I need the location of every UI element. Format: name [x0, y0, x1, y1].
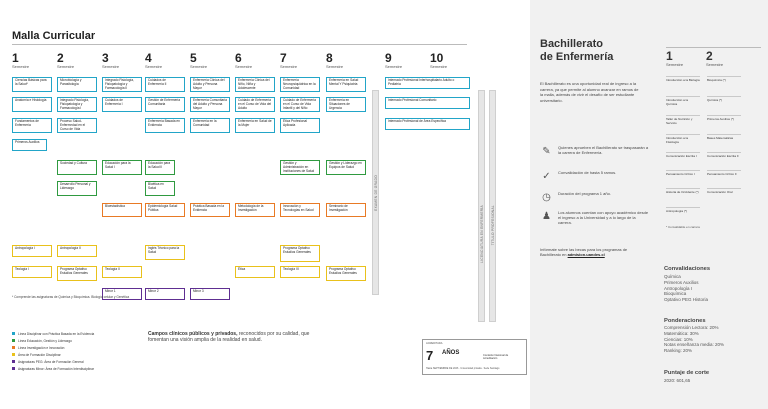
bach-course: Bioquímica (*) — [707, 76, 741, 83]
course-box: Ética Profesional Aplicada — [280, 118, 320, 133]
bach-course: Primeros Auxilios (*) — [707, 115, 741, 122]
course-box: Programa Optativo Estudios Generales — [326, 266, 366, 281]
legend-swatch — [12, 360, 15, 363]
semester-2-header: 2 Semestre — [57, 51, 75, 69]
course-box: Cuidado de Enfermería en el Curso de Vida del Adulto — [235, 97, 275, 112]
bachillerato-semester-1: 1 Semestre — [666, 49, 684, 67]
convalidaciones-list: Química Primeros Auxilios Antropología I Bioquímica Optativo PEG Historia — [664, 274, 709, 303]
checklist-icon: ✓ — [542, 171, 551, 182]
course-box: Minor 3 — [190, 288, 230, 300]
legend-item: Línea Disciplinar con Práctica Basada en la Evidencia — [12, 330, 94, 337]
course-box: Gestión y Administración en Instituciones de Salud — [280, 160, 320, 175]
bach-course: Comunicación Oral — [707, 188, 741, 195]
semester-7-header: 7 Semestre — [280, 51, 298, 69]
course-box: Enfermería en Salud Mental Y Psiquiatría — [326, 77, 366, 92]
course-box: Enfermería Basada en Evidencia — [145, 118, 185, 133]
course-box: Ciencias Básicas para la Salud* — [12, 77, 52, 92]
legend-item: Asignaturas Minor: Área de Formación Interdisciplinar — [12, 365, 94, 372]
bach-course: Introducción a la Química — [666, 96, 700, 106]
titulo-label: TÍTULO PROFESIONAL — [491, 205, 495, 246]
course-box: Gestión de Enfermería Comunitaria — [145, 97, 185, 112]
ponderaciones-title: Ponderaciones — [664, 318, 706, 324]
course-box: Programa Optativo Estudios Generales — [280, 245, 320, 262]
course-box: Proceso Salud-Enfermedad en el Curso de Vida — [57, 118, 97, 133]
course-box: Enfermería en Salud de la Mujer — [235, 118, 275, 133]
accreditation-seal: ACREDITADA 7 AÑOS Comisión Nacional de Acreditación Hasta SEPTIEMBRE DE 2026 · Universidad privada · Sede Santiago — [422, 339, 527, 375]
bach-course: Taller de Nutrición y Servicio — [666, 115, 700, 125]
bach-course: Comunicación Escrita II — [707, 152, 741, 159]
course-box: Internado Profesional de Área Específica — [385, 118, 470, 130]
course-box: Enfermería en la Comunidad — [190, 118, 230, 133]
campus-text: Campos clínicos públicos y privados, reconocidos por su calidad, que fomentan una visión amplia de la realidad en salud. — [148, 331, 310, 343]
course-box: Antropología II — [57, 245, 97, 257]
bachillerato-divider — [666, 47, 761, 48]
course-box: Enfermería Comunitaria del Adulto y Persona Mayor — [190, 97, 230, 112]
semester-9-header: 9 Semestre — [385, 51, 403, 69]
clock-icon: ◷ — [542, 192, 551, 203]
course-box: Metodología de la Investigación — [235, 203, 275, 217]
course-box: Epidemiología Salud Pública — [145, 203, 185, 217]
exam-label: EXAMEN DE GRADO — [374, 175, 378, 211]
bach-course: Bases Matemáticas — [707, 134, 741, 141]
course-box: Minor 2 — [145, 288, 185, 300]
course-box: Ética — [235, 266, 275, 278]
ponderaciones-list: Comprensión Lectora: 20% Matemática: 30% Ciencias: 10% Notas enseñanza media: 20% Ranking: 20% — [664, 325, 725, 354]
semester-8-header: 8 Semestre — [326, 51, 344, 69]
curriculum-title: Malla Curricular — [12, 30, 96, 42]
semester-3-header: 3 Semestre — [102, 51, 120, 69]
course-box: Primeros Auxilios — [12, 139, 47, 151]
course-box: Práctica Basada en la Evidencia — [190, 203, 230, 217]
course-box: Innovación y Tecnologías en Salud — [280, 203, 320, 217]
convalidaciones-title: Convalidaciones — [664, 266, 711, 272]
bachillerato-title: Bachillerato de Enfermería — [540, 38, 614, 63]
course-box: Inglés Técnico para la Salud — [145, 245, 185, 260]
course-box: Desarrollo Personal y Liderazgo — [57, 181, 97, 196]
bach-course: Historia de Occidente (*) — [666, 190, 699, 194]
semester-10-header: 10 Semestre — [430, 51, 448, 69]
document-icon: ✎ — [542, 146, 551, 157]
legend-item: Área de Formación Disciplinar — [12, 351, 94, 358]
bach-course: Química (*) — [707, 96, 741, 103]
course-box: Enfermería Clínica del Adulto y Persona Mayor — [190, 77, 230, 92]
course-box: Sociedad y Cultura — [57, 160, 97, 175]
legend — [12, 330, 94, 372]
footnote: * Comprende las asignaturas de Química y Bioquímica. Biología celular y Genética — [12, 295, 130, 299]
people-icon: ♟ — [542, 211, 551, 222]
legend-swatch — [12, 346, 15, 349]
course-box: Educación para la Salud II — [145, 160, 175, 175]
course-box: Cuidados de Enfermería I — [102, 97, 142, 112]
legend-item: Línea Educación, Gestión y Liderazgo — [12, 337, 94, 344]
semester-6-header: 6 Semestre — [235, 51, 253, 69]
bach-course: Comunicación Escrita I — [666, 152, 700, 159]
course-box: Seminario de Investigación — [326, 203, 366, 217]
course-box: Enfermería Neuropsiquiátrica en la Comunidad — [280, 77, 320, 92]
cut-score-value: 2020: 601,65 — [664, 378, 691, 383]
scholarship-info: Infórmate sobre las becas para los programas de Bachillerato en admision.uandes.cl — [540, 247, 628, 257]
bach-course: Introducción a la Fisiología — [666, 134, 700, 144]
course-box: Enfermería Clínica del Niño, Niña y Adolescente — [235, 77, 275, 92]
legend-swatch — [12, 353, 15, 356]
cut-score-title: Puntaje de corte — [664, 370, 710, 376]
header-divider — [12, 44, 467, 45]
bach-course: Pensamiento Crítico II — [707, 170, 741, 177]
benefit-item: ✎ Quienes aprueben el Bachillerato se traspasarán a la carrera de Enfermería. — [540, 145, 650, 158]
course-box: Microbiología y Parasitología — [57, 77, 97, 92]
course-box: Fundamentos de Enfermería — [12, 118, 52, 133]
cna-logo: Comisión Nacional de Acreditación — [483, 354, 509, 360]
bach-footnote: * Convalidable en carrera — [666, 225, 700, 229]
bach-course: Antropología (*) — [666, 207, 700, 214]
benefit-item: ✓ Convalidación de hasta 5 ramos. — [540, 170, 650, 183]
bachillerato-semester-2: 2 Semestre — [706, 49, 724, 67]
legend-item: Línea Investigación e Innovación — [12, 344, 94, 351]
legend-swatch — [12, 332, 15, 335]
semester-4-header: 4 Semestre — [145, 51, 163, 69]
course-box: Teología III — [280, 266, 320, 278]
course-box: Integrado Fisiología, Fisiopatología y Farmacología II — [102, 77, 142, 92]
course-box: Anatomía e Histología — [12, 97, 52, 112]
course-box: Bioestadística — [102, 203, 142, 217]
course-box: Internado Profesional Interhospitalario Adulto o Pediatría — [385, 77, 470, 89]
course-box: Internado Profesional Comunitario — [385, 97, 470, 109]
benefit-item: ◷ Duración del programa 1 año. — [540, 191, 650, 204]
legend-item: Asignaturas PEG: Área de Formación General — [12, 358, 94, 365]
course-box: Teología II — [102, 266, 142, 278]
bachillerato-description: El Bachillerato es una oportunidad real de ingreso a la carrera, ya que permite al alumno avanzar en ramos de la malla, además de vivir el desafío de ser estudiante universitario. — [540, 81, 639, 103]
legend-swatch — [12, 367, 15, 370]
semester-1-header: 1 Semestre — [12, 51, 30, 69]
admission-link[interactable]: admision.uandes.cl — [567, 252, 605, 257]
course-box: Gestión y Liderazgo en Equipos de Salud — [326, 160, 366, 175]
course-box: Bioética en Salud — [145, 181, 175, 196]
bach-course: Introducción a la Biología — [666, 78, 700, 82]
benefit-item: ♟ Los alumnos cuentan con apoyo académico desde el ingreso a la Universidad y a lo largo de la carrera. — [540, 210, 650, 225]
semester-5-header: 5 Semestre — [190, 51, 208, 69]
course-box: Cuidados de Enfermería II — [145, 77, 185, 92]
legend-swatch — [12, 339, 15, 342]
licenciatura-label: LICENCIATURA EN ENFERMERÍA — [480, 205, 484, 263]
course-box: Educación para la Salud I — [102, 160, 142, 175]
course-box: Enfermería en Situaciones de Urgencia — [326, 97, 366, 112]
course-box: Minor 1 — [102, 288, 142, 300]
course-box: Cuidado de Enfermería en el Curso de Vida Infantil y del Niño — [280, 97, 320, 112]
bach-course: Pensamiento Crítico I — [666, 170, 700, 177]
course-box: Programa Optativo Estudios Generales — [57, 266, 97, 281]
course-box: Antropología I — [12, 245, 52, 257]
course-box: Teología I — [12, 266, 52, 278]
course-box: Integrado Fisiología, Fisiopatología y Farmacología I — [57, 97, 97, 112]
